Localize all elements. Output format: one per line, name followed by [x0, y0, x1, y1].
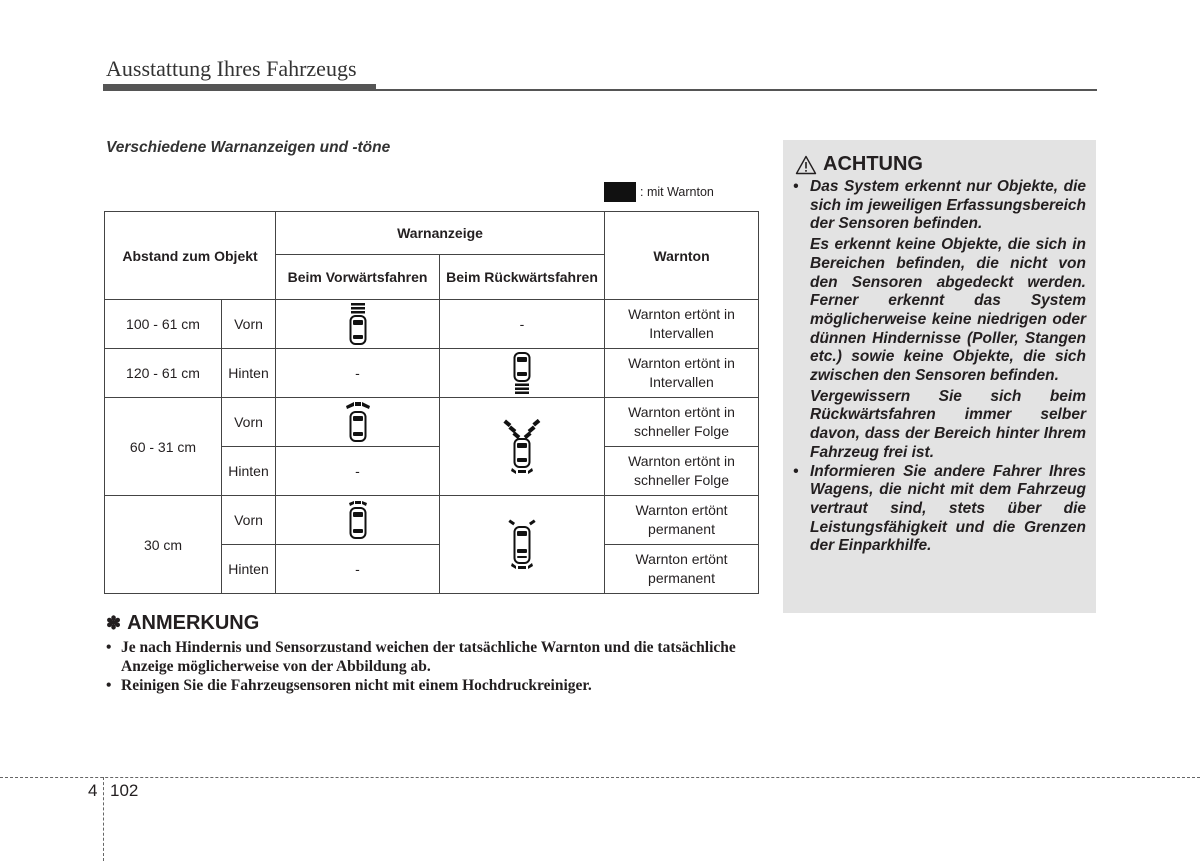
car-rear-corner-sensors-icon — [502, 419, 542, 475]
warning-table — [104, 211, 759, 594]
reverse-indicator-cell: - — [440, 300, 605, 349]
table-row — [105, 496, 759, 545]
table-row — [105, 349, 759, 398]
reverse-indicator-cell — [440, 349, 605, 398]
car-rear-sensor-icon — [510, 352, 534, 394]
distance-cell: 60 - 31 cm — [105, 398, 222, 496]
header-sound: Warnton — [605, 212, 759, 300]
note-star-icon: ✽ — [106, 613, 122, 633]
warning-triangle-icon — [795, 155, 817, 175]
forward-indicator-cell: - — [276, 545, 440, 594]
caution-item: • Informieren Sie andere Fahrer Ihres Wagens, die nicht mit dem Fahrzeug vertraut sind, stets über die Leistungsfähigkeit und die Grenzen der Einparkhilfe. — [793, 463, 1086, 557]
section-title: Verschiedene Warnanzeigen und -töne — [106, 139, 391, 156]
forward-indicator-cell — [276, 300, 440, 349]
position-cell: Vorn — [222, 496, 276, 545]
header-distance: Abstand zum Objekt — [105, 212, 276, 300]
header-rule — [103, 84, 376, 91]
distance-cell: 30 cm — [105, 496, 222, 594]
note-item: • Je nach Hindernis und Sensorzustand weichen der tatsächliche Warnton und die tatsächliche Anzeige möglicherweise von der Abbildung ab. — [106, 638, 766, 676]
distance-cell: 100 - 61 cm — [105, 300, 222, 349]
footer-vertical-divider — [103, 777, 104, 861]
sound-cell: Warnton ertönt permanent — [605, 496, 759, 545]
sound-cell: Warnton ertönt in schneller Folge — [605, 447, 759, 496]
page-number: 102 — [110, 781, 139, 800]
position-cell: Hinten — [222, 447, 276, 496]
forward-indicator-cell — [276, 496, 440, 545]
sound-cell: Warnton ertönt in Intervallen — [605, 300, 759, 349]
car-front-sensors-permanent-icon — [345, 500, 371, 540]
caution-list — [793, 178, 1086, 556]
forward-indicator-cell: - — [276, 447, 440, 496]
legend-swatch — [604, 182, 636, 202]
table-row — [105, 300, 759, 349]
caution-heading — [795, 153, 923, 176]
header-forward: Beim Vorwärtsfahren — [276, 255, 440, 300]
caution-item — [793, 178, 1086, 463]
note-heading — [106, 612, 259, 635]
page-header-title: Ausstattung Ihres Fahrzeugs — [106, 56, 357, 81]
table-row — [105, 398, 759, 447]
forward-indicator-cell: - — [276, 349, 440, 398]
caution-paragraph: • Das System erkennt nur Objekte, die sich im jeweiligen Erfassungsbereich der Sensoren befinden. — [810, 178, 1086, 233]
caution-title: ACHTUNG — [823, 153, 923, 175]
car-front-sensors-close-icon — [343, 401, 373, 443]
sound-cell: Warnton ertönt in Intervallen — [605, 349, 759, 398]
note-item: • Reinigen Sie die Fahrzeugsensoren nicht mit einem Hochdruckreiniger. — [106, 676, 766, 695]
reverse-indicator-cell — [440, 496, 605, 594]
caution-paragraph: Es erkennt keine Objekte, die sich in Bereichen befinden, die nicht von den Sensoren abgedeckt werden. Ferner erkennt das System möglicherweise keine niedrigen oder dünnen Hindernisse (Poller, Stangen etc.) sowie keine Objekte, die sich zwischen den Sensoren befinden. — [810, 236, 1086, 385]
sound-cell: Warnton ertönt permanent — [605, 545, 759, 594]
caution-paragraph: Vergewissern Sie sich beim Rückwärtsfahren immer selber davon, dass der Bereich hinter Ihrem Fahrzeug frei ist. — [810, 387, 1086, 461]
position-cell: Vorn — [222, 300, 276, 349]
reverse-indicator-cell — [440, 398, 605, 496]
chapter-number: 4 — [88, 781, 98, 800]
position-cell: Hinten — [222, 349, 276, 398]
car-all-sensors-permanent-icon — [507, 519, 537, 571]
header-rule-thin — [376, 89, 1097, 91]
caution-box — [783, 140, 1096, 613]
sound-cell: Warnton ertönt in schneller Folge — [605, 398, 759, 447]
legend-text: : mit Warnton — [640, 185, 714, 199]
header-display: Warnanzeige — [276, 212, 605, 255]
position-cell: Vorn — [222, 398, 276, 447]
footer-divider — [0, 777, 1200, 778]
position-cell: Hinten — [222, 545, 276, 594]
note-list — [106, 638, 766, 695]
forward-indicator-cell — [276, 398, 440, 447]
note-title: ANMERKUNG — [127, 612, 260, 634]
distance-cell: 120 - 61 cm — [105, 349, 222, 398]
header-reverse: Beim Rückwärtsfahren — [440, 255, 605, 300]
legend — [604, 182, 714, 202]
car-front-sensor-icon — [346, 303, 370, 345]
